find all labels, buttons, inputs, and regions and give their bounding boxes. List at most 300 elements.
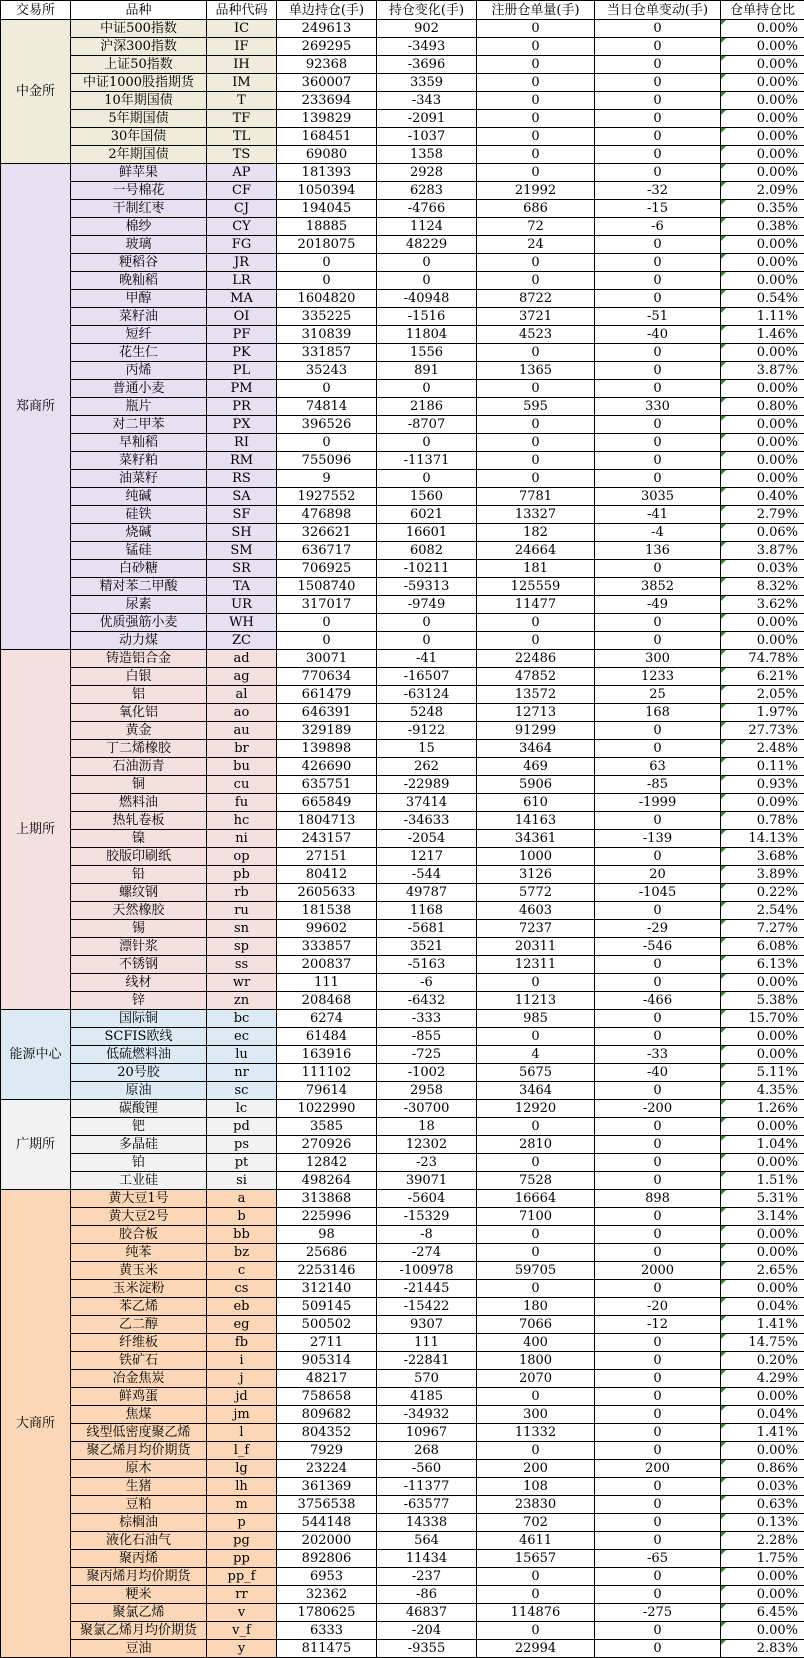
open-interest-cell: 811475 [277, 1640, 377, 1658]
receipt-change-cell: -20 [595, 1298, 721, 1316]
oi-change-cell: -343 [377, 92, 477, 110]
open-interest-cell: 61484 [277, 1028, 377, 1046]
registered-receipts-cell: 114876 [477, 1604, 595, 1622]
oi-change-cell: -63577 [377, 1496, 477, 1514]
table-row [1, 380, 804, 398]
receipt-change-cell: -1045 [595, 884, 721, 902]
oi-change-cell: -3696 [377, 56, 477, 74]
receipt-change-cell: -49 [595, 596, 721, 614]
registered-receipts-cell: 0 [477, 1154, 595, 1172]
open-interest-cell: 181538 [277, 902, 377, 920]
variety-cell: 黄金 [71, 722, 207, 740]
oi-change-cell: 0 [377, 254, 477, 272]
open-interest-cell: 498264 [277, 1172, 377, 1190]
receipt-ratio-cell: 0.00% [721, 20, 804, 38]
table-row [1, 632, 804, 650]
table-row [1, 902, 804, 920]
code-cell: TA [207, 578, 277, 596]
registered-receipts-cell: 1365 [477, 362, 595, 380]
receipt-ratio-cell: 0.06% [721, 524, 804, 542]
open-interest-cell: 168451 [277, 128, 377, 146]
receipt-ratio-cell: 1.51% [721, 1172, 804, 1190]
variety-cell: 天然橡胶 [71, 902, 207, 920]
open-interest-cell: 25686 [277, 1244, 377, 1262]
code-cell: ZC [207, 632, 277, 650]
variety-cell: 多晶硅 [71, 1136, 207, 1154]
oi-change-cell: 6283 [377, 182, 477, 200]
open-interest-cell: 111102 [277, 1064, 377, 1082]
code-cell: m [207, 1496, 277, 1514]
receipt-ratio-cell: 0.00% [721, 110, 804, 128]
registered-receipts-cell: 2070 [477, 1370, 595, 1388]
oi-change-cell: 12302 [377, 1136, 477, 1154]
code-cell: lc [207, 1100, 277, 1118]
table-row [1, 416, 804, 434]
oi-change-cell: 570 [377, 1370, 477, 1388]
variety-cell: 漂针浆 [71, 938, 207, 956]
registered-receipts-cell: 702 [477, 1514, 595, 1532]
registered-receipts-cell: 125559 [477, 578, 595, 596]
open-interest-cell: 111 [277, 974, 377, 992]
variety-cell: 白银 [71, 668, 207, 686]
receipt-change-cell: 0 [595, 1424, 721, 1442]
table-row [1, 578, 804, 596]
variety-cell: 不锈钢 [71, 956, 207, 974]
variety-cell: 花生仁 [71, 344, 207, 362]
receipt-change-cell: 898 [595, 1190, 721, 1208]
receipt-change-cell: 3035 [595, 488, 721, 506]
header-row [1, 1, 804, 20]
registered-receipts-cell: 300 [477, 1406, 595, 1424]
oi-change-cell: 1560 [377, 488, 477, 506]
registered-receipts-cell: 0 [477, 146, 595, 164]
variety-cell: 聚氯乙烯月均价期货 [71, 1622, 207, 1640]
oi-change-cell: 262 [377, 758, 477, 776]
registered-receipts-cell: 7066 [477, 1316, 595, 1334]
variety-cell: 晚籼稻 [71, 272, 207, 290]
receipt-change-cell: -200 [595, 1100, 721, 1118]
registered-receipts-cell: 4 [477, 1046, 595, 1064]
table-row [1, 218, 804, 236]
receipt-ratio-cell: 27.73% [721, 722, 804, 740]
table-row [1, 1190, 804, 1208]
registered-receipts-cell: 34361 [477, 830, 595, 848]
variety-cell: 上证50指数 [71, 56, 207, 74]
oi-change-cell: -34633 [377, 812, 477, 830]
variety-cell: 铸造铝合金 [71, 650, 207, 668]
variety-cell: 胶合板 [71, 1226, 207, 1244]
receipt-ratio-cell: 0.00% [721, 272, 804, 290]
receipt-change-cell: 25 [595, 686, 721, 704]
table-row [1, 722, 804, 740]
open-interest-cell: 1604820 [277, 290, 377, 308]
code-cell: wr [207, 974, 277, 992]
registered-receipts-cell: 0 [477, 56, 595, 74]
open-interest-cell: 0 [277, 434, 377, 452]
variety-cell: 铁矿石 [71, 1352, 207, 1370]
oi-change-cell: 891 [377, 362, 477, 380]
table-row [1, 1442, 804, 1460]
table-row [1, 974, 804, 992]
oi-change-cell: 2928 [377, 164, 477, 182]
code-cell: bb [207, 1226, 277, 1244]
receipt-ratio-cell: 3.14% [721, 1208, 804, 1226]
variety-cell: 10年期国债 [71, 92, 207, 110]
variety-cell: 液化石油气 [71, 1532, 207, 1550]
oi-change-cell: -86 [377, 1586, 477, 1604]
oi-change-cell: 46837 [377, 1604, 477, 1622]
table-row [1, 1424, 804, 1442]
open-interest-cell: 2711 [277, 1334, 377, 1352]
receipt-change-cell: 0 [595, 560, 721, 578]
table-row [1, 1100, 804, 1118]
open-interest-cell: 333857 [277, 938, 377, 956]
code-cell: RM [207, 452, 277, 470]
table-row [1, 1568, 804, 1586]
oi-change-cell: 4185 [377, 1388, 477, 1406]
code-cell: hc [207, 812, 277, 830]
receipt-ratio-cell: 0.00% [721, 1226, 804, 1244]
receipt-change-cell: 0 [595, 1478, 721, 1496]
open-interest-cell: 310839 [277, 326, 377, 344]
variety-cell: 镍 [71, 830, 207, 848]
open-interest-cell: 243157 [277, 830, 377, 848]
registered-receipts-cell: 5772 [477, 884, 595, 902]
open-interest-cell: 2253146 [277, 1262, 377, 1280]
registered-receipts-cell: 12713 [477, 704, 595, 722]
receipt-ratio-cell: 0.40% [721, 488, 804, 506]
code-cell: pb [207, 866, 277, 884]
receipt-ratio-cell: 0.86% [721, 1460, 804, 1478]
open-interest-cell: 360007 [277, 74, 377, 92]
receipt-ratio-cell: 1.41% [721, 1424, 804, 1442]
code-cell: jd [207, 1388, 277, 1406]
oi-change-cell: -333 [377, 1010, 477, 1028]
variety-cell: 油菜籽 [71, 470, 207, 488]
table-row [1, 1028, 804, 1046]
variety-cell: SCFIS欧线 [71, 1028, 207, 1046]
receipt-ratio-cell: 3.62% [721, 596, 804, 614]
registered-receipts-cell: 5675 [477, 1064, 595, 1082]
variety-cell: 玉米淀粉 [71, 1280, 207, 1298]
code-cell: y [207, 1640, 277, 1658]
variety-cell: 20号胶 [71, 1064, 207, 1082]
code-cell: UR [207, 596, 277, 614]
registered-receipts-cell: 0 [477, 110, 595, 128]
receipt-change-cell: 0 [595, 92, 721, 110]
oi-change-cell: 0 [377, 380, 477, 398]
code-cell: TS [207, 146, 277, 164]
registered-receipts-cell: 7528 [477, 1172, 595, 1190]
oi-change-cell: 1168 [377, 902, 477, 920]
open-interest-cell: 139829 [277, 110, 377, 128]
code-cell: zn [207, 992, 277, 1010]
oi-change-cell: -11371 [377, 452, 477, 470]
code-cell: eb [207, 1298, 277, 1316]
table-row [1, 848, 804, 866]
receipt-ratio-cell: 2.65% [721, 1262, 804, 1280]
variety-cell: 黄大豆1号 [71, 1190, 207, 1208]
table-row [1, 398, 804, 416]
table-row [1, 236, 804, 254]
open-interest-cell: 509145 [277, 1298, 377, 1316]
table-row [1, 668, 804, 686]
registered-receipts-cell: 21992 [477, 182, 595, 200]
registered-receipts-cell: 5906 [477, 776, 595, 794]
receipt-change-cell: 0 [595, 452, 721, 470]
variety-cell: 碳酸锂 [71, 1100, 207, 1118]
registered-receipts-cell: 180 [477, 1298, 595, 1316]
receipt-change-cell: 0 [595, 434, 721, 452]
receipt-ratio-cell: 2.54% [721, 902, 804, 920]
registered-receipts-cell: 0 [477, 164, 595, 182]
code-cell: rr [207, 1586, 277, 1604]
header-variety: 品种 [71, 1, 207, 20]
oi-change-cell: -30700 [377, 1100, 477, 1118]
table-row [1, 164, 804, 182]
receipt-ratio-cell: 0.00% [721, 380, 804, 398]
table-row [1, 1622, 804, 1640]
open-interest-cell: 181393 [277, 164, 377, 182]
receipt-change-cell: 0 [595, 470, 721, 488]
oi-change-cell: 49787 [377, 884, 477, 902]
variety-cell: 石油沥青 [71, 758, 207, 776]
oi-change-cell: 0 [377, 434, 477, 452]
receipt-change-cell: 3852 [595, 578, 721, 596]
oi-change-cell: 1217 [377, 848, 477, 866]
exchange-cell: 能源中心 [1, 1010, 71, 1100]
receipt-ratio-cell: 0.00% [721, 1622, 804, 1640]
table-row [1, 1496, 804, 1514]
code-cell: sn [207, 920, 277, 938]
open-interest-cell: 6953 [277, 1568, 377, 1586]
code-cell: ao [207, 704, 277, 722]
oi-change-cell: 564 [377, 1532, 477, 1550]
code-cell: MA [207, 290, 277, 308]
receipt-ratio-cell: 6.08% [721, 938, 804, 956]
open-interest-cell: 18885 [277, 218, 377, 236]
header-oi-change: 持仓变化(手) [377, 1, 477, 20]
variety-cell: 瓶片 [71, 398, 207, 416]
open-interest-cell: 0 [277, 632, 377, 650]
receipt-change-cell: 0 [595, 1622, 721, 1640]
receipt-change-cell: 63 [595, 758, 721, 776]
oi-change-cell: 14338 [377, 1514, 477, 1532]
receipt-ratio-cell: 4.29% [721, 1370, 804, 1388]
variety-cell: 干制红枣 [71, 200, 207, 218]
receipt-ratio-cell: 5.38% [721, 992, 804, 1010]
variety-cell: 尿素 [71, 596, 207, 614]
oi-change-cell: 3521 [377, 938, 477, 956]
oi-change-cell: 6021 [377, 506, 477, 524]
open-interest-cell: 755096 [277, 452, 377, 470]
table-row [1, 1298, 804, 1316]
variety-cell: 焦煤 [71, 1406, 207, 1424]
registered-receipts-cell: 0 [477, 1244, 595, 1262]
registered-receipts-cell: 12311 [477, 956, 595, 974]
registered-receipts-cell: 7781 [477, 488, 595, 506]
receipt-change-cell: 0 [595, 1568, 721, 1586]
open-interest-cell: 706925 [277, 560, 377, 578]
oi-change-cell: 18 [377, 1118, 477, 1136]
oi-change-cell: -59313 [377, 578, 477, 596]
exchange-cell: 中金所 [1, 20, 71, 164]
oi-change-cell: 16601 [377, 524, 477, 542]
open-interest-cell: 892806 [277, 1550, 377, 1568]
code-cell: PK [207, 344, 277, 362]
receipt-ratio-cell: 0.00% [721, 56, 804, 74]
receipt-ratio-cell: 6.45% [721, 1604, 804, 1622]
receipt-ratio-cell: 0.00% [721, 1118, 804, 1136]
receipt-ratio-cell: 1.41% [721, 1316, 804, 1334]
registered-receipts-cell: 15657 [477, 1550, 595, 1568]
receipt-change-cell: 0 [595, 812, 721, 830]
open-interest-cell: 23224 [277, 1460, 377, 1478]
table-row [1, 1046, 804, 1064]
table-row [1, 1082, 804, 1100]
table-row [1, 524, 804, 542]
receipt-ratio-cell: 0.00% [721, 416, 804, 434]
variety-cell: 原油 [71, 1082, 207, 1100]
open-interest-cell: 225996 [277, 1208, 377, 1226]
code-cell: ps [207, 1136, 277, 1154]
receipt-ratio-cell: 0.80% [721, 398, 804, 416]
receipt-ratio-cell: 4.35% [721, 1082, 804, 1100]
receipt-ratio-cell: 5.31% [721, 1190, 804, 1208]
open-interest-cell: 249613 [277, 20, 377, 38]
table-row [1, 506, 804, 524]
code-cell: eg [207, 1316, 277, 1334]
header-open-interest: 单边持仓(手) [277, 1, 377, 20]
registered-receipts-cell: 610 [477, 794, 595, 812]
variety-cell: 冶金焦炭 [71, 1370, 207, 1388]
registered-receipts-cell: 182 [477, 524, 595, 542]
oi-change-cell: -1002 [377, 1064, 477, 1082]
open-interest-cell: 326621 [277, 524, 377, 542]
receipt-ratio-cell: 0.00% [721, 632, 804, 650]
variety-cell: 2年期国债 [71, 146, 207, 164]
oi-change-cell: 15 [377, 740, 477, 758]
receipt-change-cell: 0 [595, 290, 721, 308]
oi-change-cell: 2958 [377, 1082, 477, 1100]
code-cell: lu [207, 1046, 277, 1064]
variety-cell: 沪深300指数 [71, 38, 207, 56]
registered-receipts-cell: 3464 [477, 1082, 595, 1100]
variety-cell: 菜籽粕 [71, 452, 207, 470]
receipt-change-cell: 0 [595, 362, 721, 380]
code-cell: ni [207, 830, 277, 848]
open-interest-cell: 7929 [277, 1442, 377, 1460]
table-row [1, 1532, 804, 1550]
code-cell: bz [207, 1244, 277, 1262]
table-row [1, 830, 804, 848]
exchange-cell: 上期所 [1, 650, 71, 1010]
receipt-change-cell: 300 [595, 650, 721, 668]
receipt-change-cell: -29 [595, 920, 721, 938]
oi-change-cell: 268 [377, 1442, 477, 1460]
registered-receipts-cell: 0 [477, 1586, 595, 1604]
registered-receipts-cell: 3126 [477, 866, 595, 884]
receipt-change-cell: 0 [595, 632, 721, 650]
receipt-change-cell: 0 [595, 902, 721, 920]
code-cell: ss [207, 956, 277, 974]
oi-change-cell: -5681 [377, 920, 477, 938]
receipt-ratio-cell: 14.13% [721, 830, 804, 848]
oi-change-cell: -5604 [377, 1190, 477, 1208]
receipt-change-cell: 0 [595, 236, 721, 254]
registered-receipts-cell: 22994 [477, 1640, 595, 1658]
variety-cell: 国际铜 [71, 1010, 207, 1028]
table-row [1, 1460, 804, 1478]
variety-cell: 白砂糖 [71, 560, 207, 578]
receipt-ratio-cell: 0.00% [721, 164, 804, 182]
registered-receipts-cell: 13572 [477, 686, 595, 704]
open-interest-cell: 317017 [277, 596, 377, 614]
receipt-ratio-cell: 0.93% [721, 776, 804, 794]
variety-cell: 铅 [71, 866, 207, 884]
registered-receipts-cell: 0 [477, 38, 595, 56]
receipt-change-cell: 0 [595, 20, 721, 38]
variety-cell: 生猪 [71, 1478, 207, 1496]
variety-cell: 中证1000股指期货 [71, 74, 207, 92]
receipt-ratio-cell: 3.89% [721, 866, 804, 884]
open-interest-cell: 636717 [277, 542, 377, 560]
table-row [1, 1388, 804, 1406]
variety-cell: 聚乙烯月均价期货 [71, 1442, 207, 1460]
registered-receipts-cell: 4523 [477, 326, 595, 344]
code-cell: si [207, 1172, 277, 1190]
open-interest-cell: 329189 [277, 722, 377, 740]
open-interest-cell: 3585 [277, 1118, 377, 1136]
table-row [1, 56, 804, 74]
header-registered-receipts: 注册仓单量(手) [477, 1, 595, 20]
variety-cell: 铝 [71, 686, 207, 704]
receipt-change-cell: 0 [595, 1154, 721, 1172]
receipt-change-cell: 0 [595, 1010, 721, 1028]
receipt-change-cell: -1999 [595, 794, 721, 812]
open-interest-cell: 27151 [277, 848, 377, 866]
registered-receipts-cell: 0 [477, 1280, 595, 1298]
registered-receipts-cell: 0 [477, 380, 595, 398]
open-interest-cell: 544148 [277, 1514, 377, 1532]
oi-change-cell: -11377 [377, 1478, 477, 1496]
variety-cell: 工业硅 [71, 1172, 207, 1190]
table-row [1, 74, 804, 92]
receipt-change-cell: 0 [595, 1118, 721, 1136]
table-row [1, 1352, 804, 1370]
variety-cell: 铜 [71, 776, 207, 794]
code-cell: TF [207, 110, 277, 128]
registered-receipts-cell: 20311 [477, 938, 595, 956]
oi-change-cell: -3493 [377, 38, 477, 56]
registered-receipts-cell: 12920 [477, 1100, 595, 1118]
open-interest-cell: 69080 [277, 146, 377, 164]
registered-receipts-cell: 8722 [477, 290, 595, 308]
code-cell: AP [207, 164, 277, 182]
variety-cell: 苯乙烯 [71, 1298, 207, 1316]
registered-receipts-cell: 3721 [477, 308, 595, 326]
variety-cell: 钯 [71, 1118, 207, 1136]
registered-receipts-cell: 0 [477, 1118, 595, 1136]
registered-receipts-cell: 11477 [477, 596, 595, 614]
registered-receipts-cell: 47852 [477, 668, 595, 686]
variety-cell: 丁二烯橡胶 [71, 740, 207, 758]
table-row [1, 542, 804, 560]
registered-receipts-cell: 0 [477, 254, 595, 272]
receipt-ratio-cell: 0.22% [721, 884, 804, 902]
code-cell: v_f [207, 1622, 277, 1640]
variety-cell: 短纤 [71, 326, 207, 344]
